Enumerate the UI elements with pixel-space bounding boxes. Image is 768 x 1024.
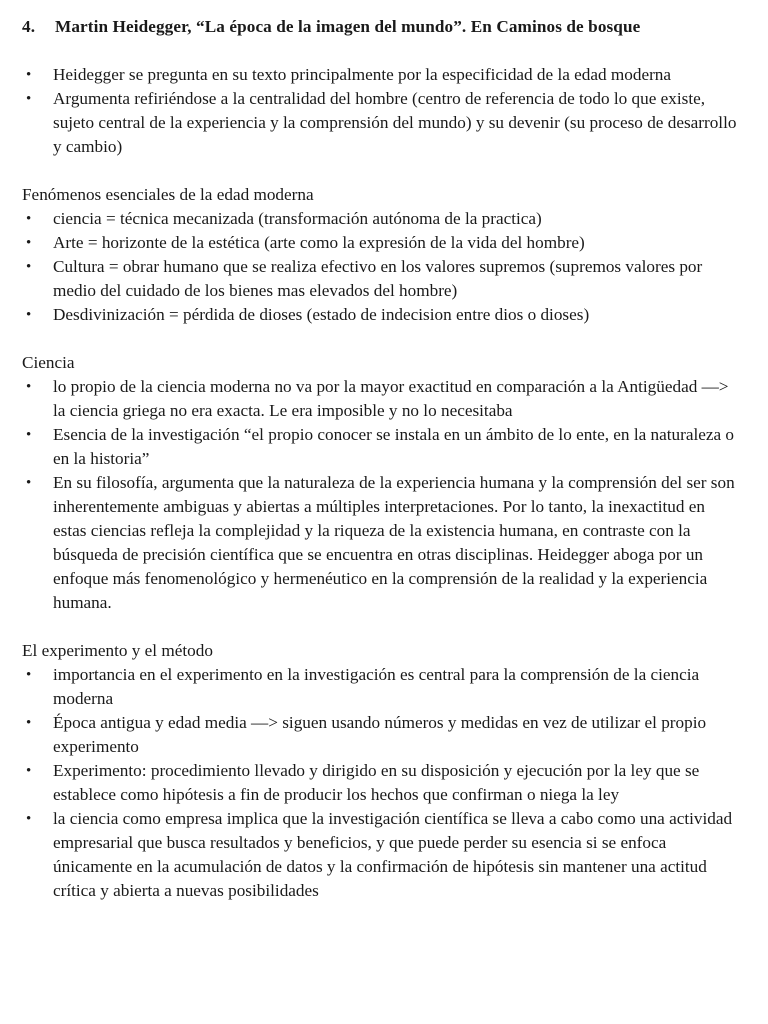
- list-item: • Época antigua y edad media —> siguen usando números y medidas en vez de utilizar el propio experimento: [26, 713, 707, 756]
- bullet-icon: •: [26, 307, 32, 323]
- bullet-icon: •: [26, 427, 32, 443]
- intro-list: [22, 63, 742, 159]
- bullet-icon: •: [26, 763, 32, 779]
- bullet-icon: •: [26, 91, 32, 107]
- list-item: • Heidegger se pregunta en su texto principalmente por la especificidad de la edad moderna: [22, 63, 742, 87]
- section-title: Ciencia: [22, 353, 75, 372]
- list-item: • Experimento: procedimiento llevado y dirigido en su disposición y ejecución por la ley que se establece como hipótesis a fin de producir los hechos que confirman o niega la ley: [26, 761, 700, 804]
- bullet-icon: •: [26, 235, 32, 251]
- section-title: Fenómenos esenciales de la edad moderna: [22, 185, 314, 204]
- list-item: • En su filosofía, argumenta que la naturaleza de la experiencia humana y la comprensión del ser son inherentemente ambiguas y abiertas a múltiples interpretaciones. Por lo tanto, la inexactitud en estas ciencias refleja la complejidad y la riqueza de la existencia humana, en contraste con la búsqueda de precisión científica que se encuentra en otras disciplinas. Heidegger aboga por un enfoque más fenomenológico y hermenéutico en la comprensión de la realidad y la experiencia humana.: [26, 473, 735, 612]
- section-fenomenos: [22, 183, 742, 327]
- bullet-icon: •: [26, 259, 32, 275]
- heading-title: Martin Heidegger, “La época de la imagen del mundo”. En Caminos de bosque: [55, 17, 641, 36]
- list-item: • lo propio de la ciencia moderna no va por la mayor exactitud en comparación a la Antigüedad —> la ciencia griega no era exacta. Le era imposible y no lo necesitaba: [26, 377, 729, 420]
- list-item: • Esencia de la investigación “el propio conocer se instala en un ámbito de lo ente, en la naturaleza o en la historia”: [26, 425, 735, 468]
- bullet-icon: •: [26, 811, 32, 827]
- list-item: • Arte = horizonte de la estética (arte como la expresión de la vida del hombre): [22, 231, 742, 255]
- document-heading: [22, 15, 742, 39]
- list-item: • importancia en el experimento en la investigación es central para la comprensión de la ciencia moderna: [26, 665, 700, 708]
- section-list: [22, 375, 742, 615]
- bullet-icon: •: [26, 667, 32, 683]
- list-item: • ciencia = técnica mecanizada (transformación autónoma de la practica): [22, 207, 742, 231]
- bullet-icon: •: [26, 715, 32, 731]
- section-ciencia: [22, 351, 742, 615]
- section-experimento: [22, 639, 742, 903]
- list-item: • Argumenta refiriéndose a la centralidad del hombre (centro de referencia de todo lo que existe, sujeto central de la experiencia y la comprensión del mundo) y su devenir (su proceso de desarrollo y cambio): [26, 89, 737, 156]
- bullet-icon: •: [26, 379, 32, 395]
- section-list: [22, 207, 742, 327]
- document-page: [22, 15, 742, 903]
- heading-number: 4.: [22, 17, 36, 36]
- bullet-icon: •: [26, 67, 32, 83]
- bullet-icon: •: [26, 475, 32, 491]
- bullet-icon: •: [26, 211, 32, 227]
- list-item: • Cultura = obrar humano que se realiza efectivo en los valores supremos (supremos valores por medio del cuidado de los bienes mas elevados del hombre): [26, 257, 703, 300]
- list-item: • Desdivinización = pérdida de dioses (estado de indecision entre dios o dioses): [22, 303, 742, 327]
- section-title: El experimento y el método: [22, 641, 213, 660]
- list-item: • la ciencia como empresa implica que la investigación científica se lleva a cabo como una actividad empresarial que busca resultados y beneficios, y que puede perder su esencia si se enfoca únicamente en la acumulación de datos y la confirmación de hipótesis sin mantener una actitud crítica y abierta a nuevas posibilidades: [26, 809, 733, 900]
- section-list: [22, 663, 742, 903]
